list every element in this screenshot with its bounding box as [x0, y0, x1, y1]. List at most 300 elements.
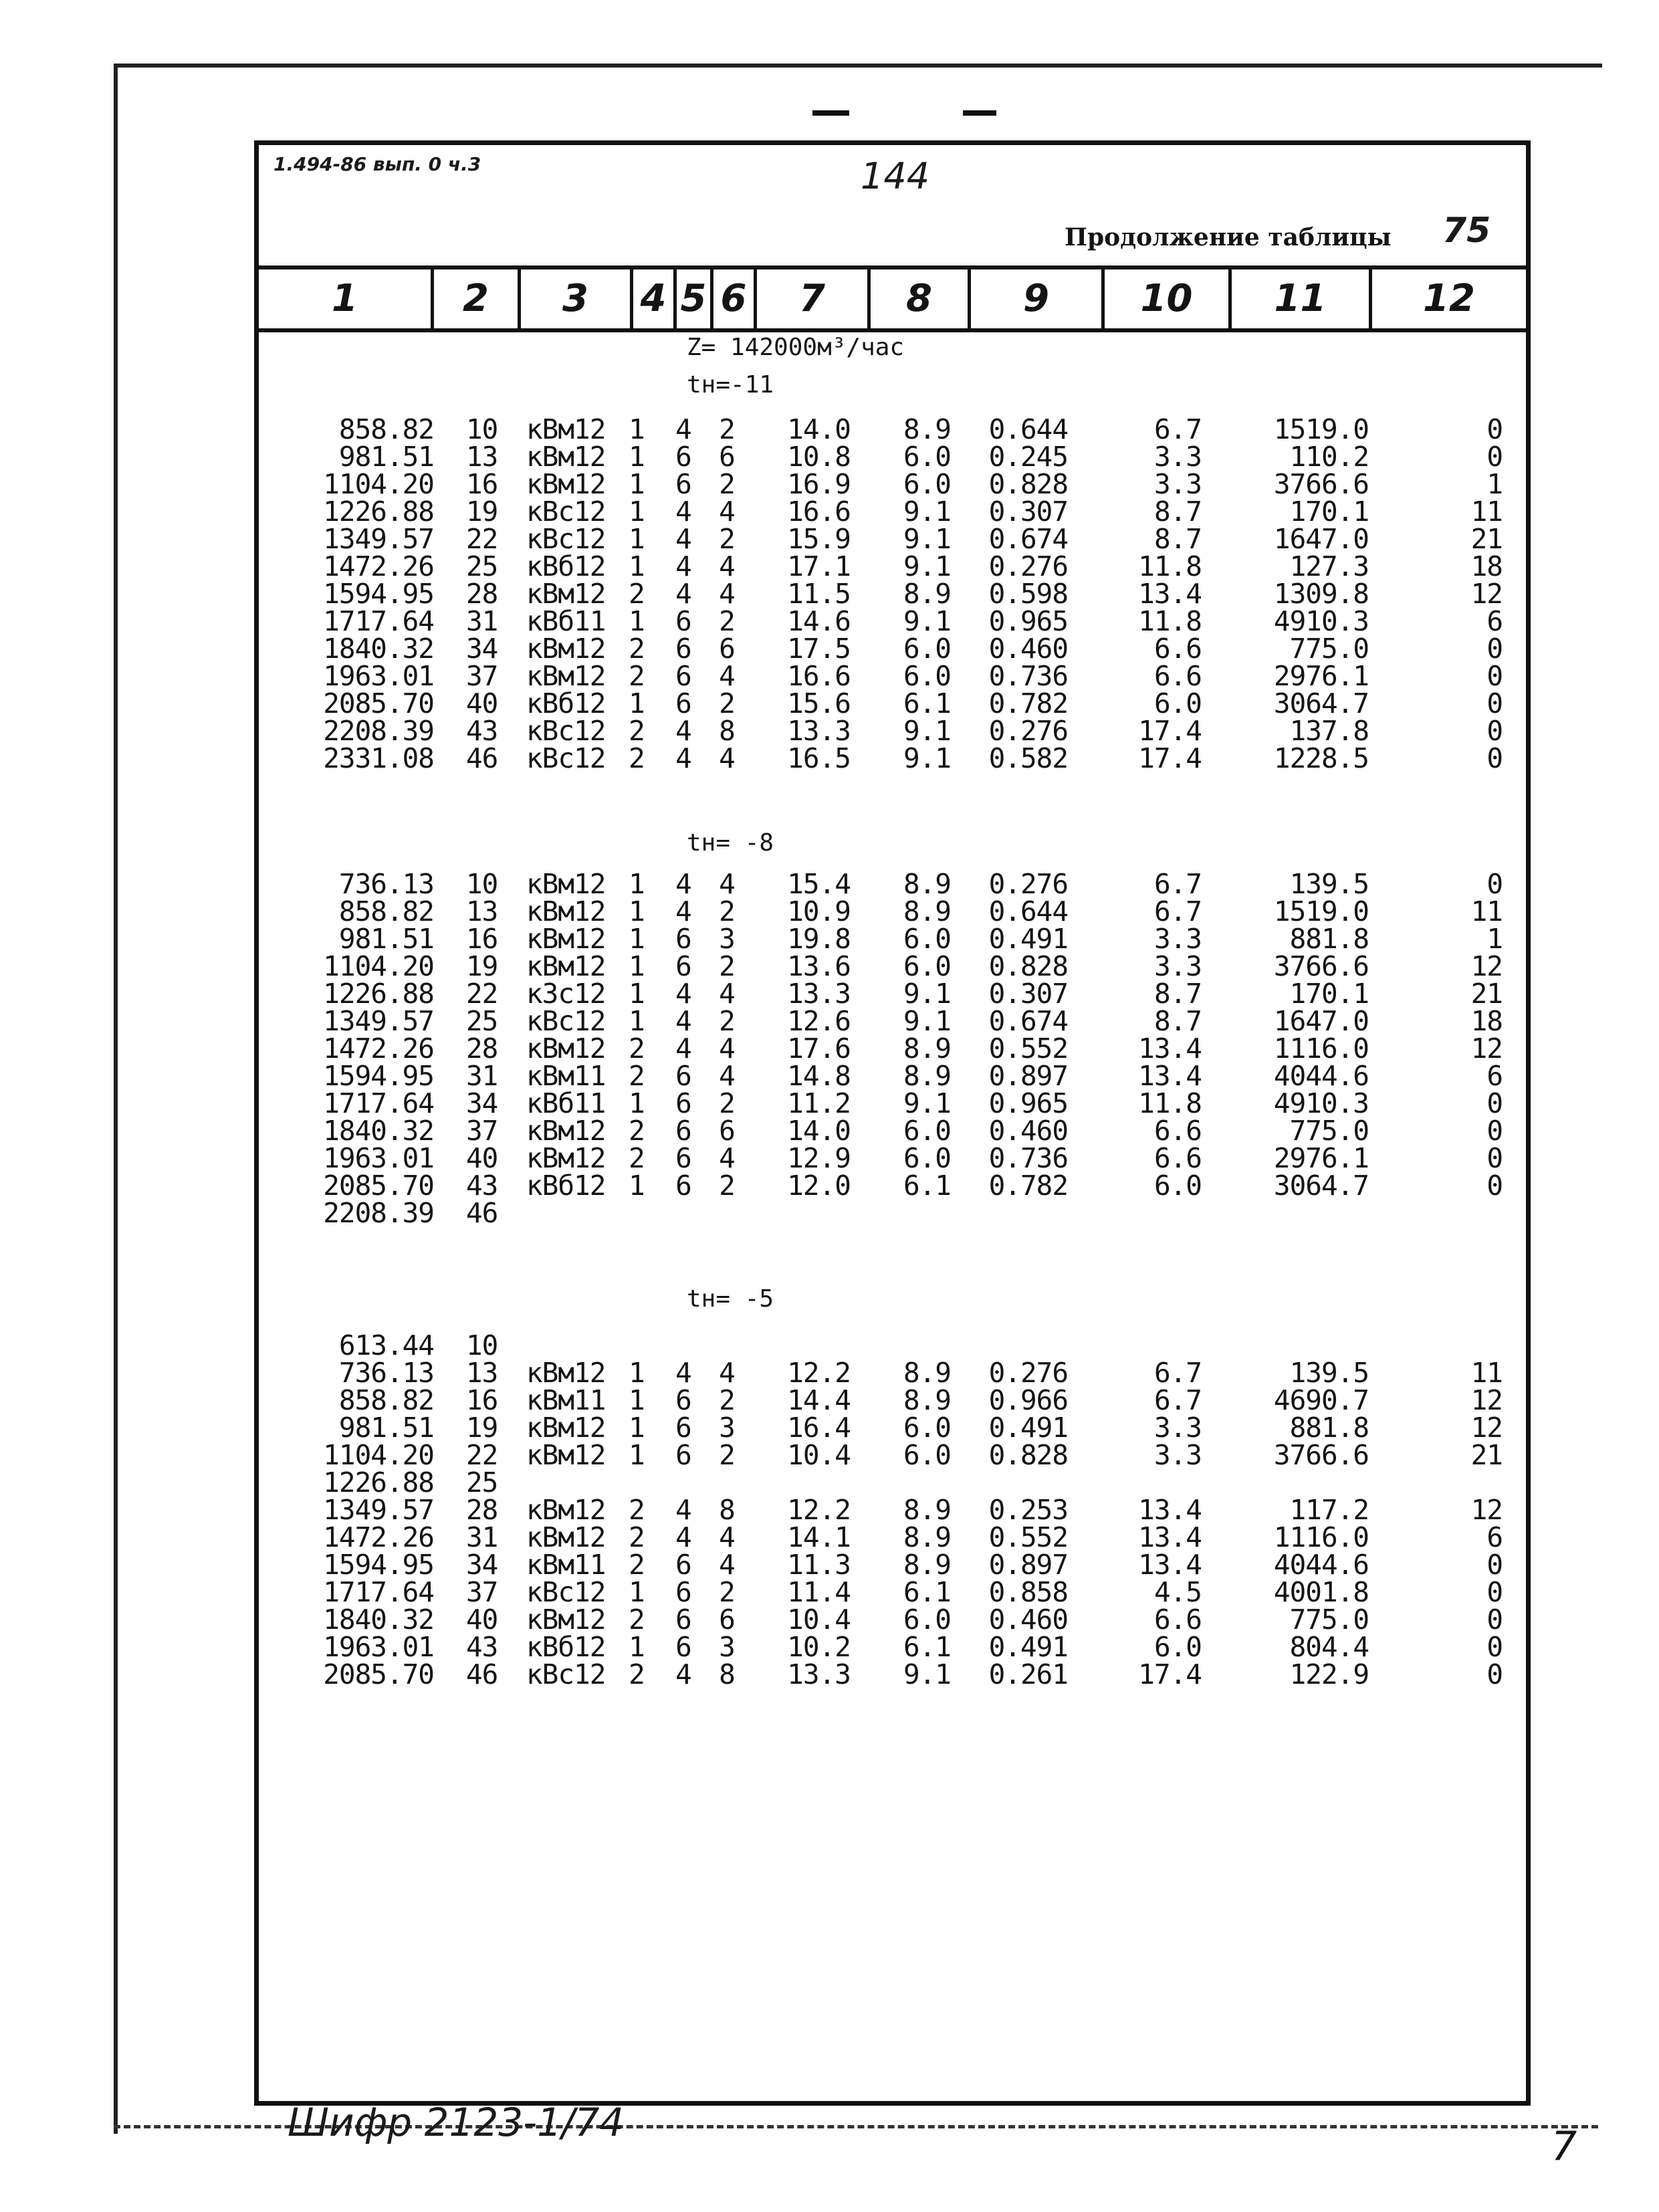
col-header-6: 6	[713, 269, 757, 328]
table-row	[259, 1197, 1526, 1229]
cell-value12: 21	[1470, 523, 1503, 555]
cell-n: 2	[629, 1603, 645, 1636]
cell-a: 4	[675, 495, 691, 528]
cell-distance: 2085.70	[323, 1658, 434, 1690]
cell-type: кВм12	[526, 413, 606, 445]
cell-value9: 0.674	[988, 1005, 1068, 1037]
cell-distance: 1104.20	[323, 468, 434, 500]
cell-coef: 9.1	[903, 605, 951, 637]
cell-value12: 1	[1486, 923, 1503, 955]
table-row	[259, 1329, 1526, 1361]
cell-value12: 6	[1486, 1521, 1503, 1553]
cell-distance: 1963.01	[323, 1142, 434, 1174]
cell-distance: 858.82	[338, 895, 434, 927]
cell-value11: 3064.7	[1273, 1170, 1369, 1202]
cell-value9: 0.674	[988, 523, 1068, 555]
cell-value11: 881.8	[1289, 923, 1369, 955]
col-header-9: 9	[971, 269, 1105, 328]
cell-distance: 1349.57	[323, 1494, 434, 1526]
cell-value11: 881.8	[1289, 1412, 1369, 1444]
cell-velocity: 11.3	[787, 1549, 851, 1581]
cell-value10: 8.7	[1153, 978, 1202, 1010]
cell-n: 1	[629, 1576, 645, 1608]
cell-value11: 4690.7	[1273, 1384, 1369, 1416]
cell-value10: 11.8	[1138, 1087, 1202, 1119]
cell-value11: 127.3	[1289, 550, 1369, 582]
cell-value9: 0.276	[988, 715, 1068, 747]
cell-distance: 858.82	[338, 1384, 434, 1416]
cell-value12: 0	[1486, 1087, 1503, 1119]
cell-coef: 6.0	[903, 633, 951, 665]
cell-b: 8	[719, 715, 735, 747]
cell-velocity: 10.2	[787, 1631, 851, 1663]
cell-a: 4	[675, 715, 691, 747]
cell-value9: 0.965	[988, 605, 1068, 637]
cell-n: 2	[629, 1115, 645, 1147]
cell-count: 31	[466, 1521, 498, 1553]
cell-n: 2	[629, 1142, 645, 1174]
table-row	[259, 742, 1526, 774]
cell-value12: 0	[1486, 1603, 1503, 1636]
cell-value12: 0	[1486, 1576, 1503, 1608]
cell-coef: 9.1	[903, 1087, 951, 1119]
cell-value10: 4.5	[1153, 1576, 1202, 1608]
cell-distance: 2085.70	[323, 1170, 434, 1202]
cell-count: 10	[466, 413, 498, 445]
cell-coef: 8.9	[903, 1032, 951, 1065]
cell-type: кВс12	[526, 1005, 606, 1037]
cell-value11: 170.1	[1289, 978, 1369, 1010]
cell-velocity: 14.1	[787, 1521, 851, 1553]
cell-n: 2	[629, 1060, 645, 1092]
table-row	[259, 1631, 1526, 1663]
cell-distance: 2208.39	[323, 1197, 434, 1229]
cell-value11: 1228.5	[1273, 742, 1369, 774]
cell-count: 34	[466, 1087, 498, 1119]
cell-value11: 137.8	[1289, 715, 1369, 747]
cell-value9: 0.491	[988, 1412, 1068, 1444]
cell-value12: 12	[1470, 578, 1503, 610]
cell-value10: 13.4	[1138, 1494, 1202, 1526]
table-row	[259, 868, 1526, 900]
cell-a: 6	[675, 1576, 691, 1608]
cell-distance: 736.13	[338, 1357, 434, 1389]
cell-n: 1	[629, 550, 645, 582]
cell-a: 4	[675, 550, 691, 582]
cell-b: 4	[719, 1060, 735, 1092]
cell-value11: 775.0	[1289, 633, 1369, 665]
cell-coef: 6.0	[903, 1412, 951, 1444]
cell-value12: 0	[1486, 1658, 1503, 1690]
cell-type: кВм12	[526, 441, 606, 473]
cell-value10: 6.7	[1153, 895, 1202, 927]
cell-value9: 0.460	[988, 1115, 1068, 1147]
cell-value10: 8.7	[1153, 495, 1202, 528]
cell-value11: 4910.3	[1273, 1087, 1369, 1119]
table-row	[259, 980, 1526, 1008]
cell-value12: 21	[1470, 1439, 1503, 1471]
cell-coef: 9.1	[903, 1658, 951, 1690]
cell-a: 6	[675, 1631, 691, 1663]
cell-value10: 6.7	[1153, 868, 1202, 900]
table-row	[259, 660, 1526, 692]
cell-n: 1	[629, 978, 645, 1010]
cell-type: кВм12	[526, 1032, 606, 1065]
cell-b: 4	[719, 578, 735, 610]
cell-value9: 0.582	[988, 742, 1068, 774]
cell-value10: 3.3	[1153, 1439, 1202, 1471]
cell-value9: 0.276	[988, 1357, 1068, 1389]
cell-type: кВб12	[526, 1631, 606, 1663]
col-header-10: 10	[1105, 269, 1232, 328]
cell-count: 37	[466, 1115, 498, 1147]
cell-distance: 1963.01	[323, 660, 434, 692]
cell-count: 43	[466, 1631, 498, 1663]
cell-a: 6	[675, 1439, 691, 1471]
cell-type: кВм12	[526, 1115, 606, 1147]
cell-type: кВс12	[526, 1658, 606, 1690]
cell-a: 4	[675, 978, 691, 1010]
cell-count: 46	[466, 1197, 498, 1229]
cell-coef: 9.1	[903, 495, 951, 528]
cell-value9: 0.491	[988, 1631, 1068, 1663]
table-row	[259, 1005, 1526, 1037]
cell-value12: 1	[1486, 468, 1503, 500]
cell-n: 1	[629, 1384, 645, 1416]
table-row	[259, 1521, 1526, 1553]
cell-b: 6	[719, 1115, 735, 1147]
cell-type: кВс12	[526, 715, 606, 747]
cell-value12: 11	[1470, 495, 1503, 528]
cell-value10: 6.6	[1153, 1115, 1202, 1147]
cell-n: 1	[629, 1357, 645, 1389]
cell-velocity: 15.6	[787, 687, 851, 720]
cell-b: 4	[719, 1032, 735, 1065]
cell-value10: 13.4	[1138, 1060, 1202, 1092]
cell-b: 3	[719, 923, 735, 955]
cell-coef: 6.0	[903, 468, 951, 500]
cell-b: 2	[719, 1087, 735, 1119]
cell-a: 6	[675, 1170, 691, 1202]
table-row	[259, 1359, 1526, 1387]
table-frame	[254, 140, 1531, 2106]
cell-count: 37	[466, 660, 498, 692]
cell-a: 4	[675, 1357, 691, 1389]
cell-b: 2	[719, 687, 735, 720]
cell-count: 22	[466, 523, 498, 555]
cell-a: 4	[675, 1032, 691, 1065]
cell-value12: 11	[1470, 1357, 1503, 1389]
cell-value9: 0.965	[988, 1087, 1068, 1119]
cell-b: 6	[719, 1603, 735, 1636]
cell-distance: 1840.32	[323, 633, 434, 665]
cell-velocity: 14.4	[787, 1384, 851, 1416]
cell-value10: 3.3	[1153, 923, 1202, 955]
cell-a: 6	[675, 468, 691, 500]
table-row	[259, 495, 1526, 528]
cell-value9: 0.966	[988, 1384, 1068, 1416]
cell-value10: 6.6	[1153, 660, 1202, 692]
cell-count: 46	[466, 1658, 498, 1690]
cell-a: 6	[675, 1142, 691, 1174]
cell-n: 1	[629, 1631, 645, 1663]
cell-value10: 8.7	[1153, 1005, 1202, 1037]
table-row	[259, 1658, 1526, 1690]
cell-velocity: 12.0	[787, 1170, 851, 1202]
cell-count: 46	[466, 742, 498, 774]
cell-count: 19	[466, 950, 498, 982]
cell-distance: 1226.88	[323, 495, 434, 528]
cell-velocity: 16.6	[787, 495, 851, 528]
cell-a: 4	[675, 523, 691, 555]
cell-value10: 6.6	[1153, 633, 1202, 665]
cell-value9: 0.253	[988, 1494, 1068, 1526]
cell-b: 4	[719, 1357, 735, 1389]
cell-velocity: 15.4	[787, 868, 851, 900]
cell-n: 1	[629, 1412, 645, 1444]
cell-distance: 1349.57	[323, 523, 434, 555]
cell-value9: 0.858	[988, 1576, 1068, 1608]
cell-b: 3	[719, 1631, 735, 1663]
cell-value9: 0.782	[988, 687, 1068, 720]
cell-velocity: 10.4	[787, 1603, 851, 1636]
cell-b: 2	[719, 605, 735, 637]
cell-velocity: 10.4	[787, 1439, 851, 1471]
cipher-footer: Шифр 2123-1/74	[288, 2100, 625, 2145]
cell-b: 4	[719, 1549, 735, 1581]
cell-type: кВб12	[526, 1170, 606, 1202]
cell-value12: 6	[1486, 605, 1503, 637]
cell-n: 1	[629, 895, 645, 927]
cell-b: 2	[719, 895, 735, 927]
cell-coef: 8.9	[903, 413, 951, 445]
cell-coef: 6.1	[903, 687, 951, 720]
cell-value11: 1116.0	[1273, 1521, 1369, 1553]
cell-value10: 13.4	[1138, 1032, 1202, 1065]
cell-distance: 1594.95	[323, 1060, 434, 1092]
cell-count: 34	[466, 633, 498, 665]
cell-type: кВм12	[526, 1357, 606, 1389]
cell-value11: 4910.3	[1273, 605, 1369, 637]
cell-value11: 1309.8	[1273, 578, 1369, 610]
cell-velocity: 13.3	[787, 1658, 851, 1690]
cell-count: 16	[466, 923, 498, 955]
cell-n: 2	[629, 578, 645, 610]
cell-value9: 0.261	[988, 1658, 1068, 1690]
cell-a: 6	[675, 605, 691, 637]
cell-n: 1	[629, 413, 645, 445]
cell-b: 2	[719, 468, 735, 500]
cell-value10: 8.7	[1153, 523, 1202, 555]
cell-value11: 139.5	[1289, 868, 1369, 900]
cell-coef: 8.9	[903, 1357, 951, 1389]
cell-value11: 3766.6	[1273, 950, 1369, 982]
cell-coef: 6.0	[903, 1603, 951, 1636]
cell-b: 2	[719, 1005, 735, 1037]
cell-velocity: 11.2	[787, 1087, 851, 1119]
cell-value12: 18	[1470, 550, 1503, 582]
table-row	[259, 1032, 1526, 1065]
cell-b: 8	[719, 1494, 735, 1526]
cell-type: кВб12	[526, 550, 606, 582]
cell-a: 6	[675, 687, 691, 720]
cell-coef: 6.0	[903, 1115, 951, 1147]
cell-a: 4	[675, 895, 691, 927]
cell-value12: 0	[1486, 441, 1503, 473]
cell-count: 37	[466, 1576, 498, 1608]
cell-value11: 4044.6	[1273, 1060, 1369, 1092]
table-row	[259, 413, 1526, 445]
table-row	[259, 1414, 1526, 1442]
top-dash-left	[812, 110, 849, 116]
cell-value10: 6.7	[1153, 1357, 1202, 1389]
cell-value11: 804.4	[1289, 1631, 1369, 1663]
cell-velocity: 12.2	[787, 1494, 851, 1526]
cell-type: кВс12	[526, 523, 606, 555]
cell-b: 2	[719, 413, 735, 445]
cell-a: 6	[675, 1549, 691, 1581]
col-header-2: 2	[434, 269, 521, 328]
cell-value11: 1519.0	[1273, 413, 1369, 445]
cell-count: 31	[466, 605, 498, 637]
cell-value12: 0	[1486, 715, 1503, 747]
cell-count: 40	[466, 1142, 498, 1174]
cell-value11: 1116.0	[1273, 1032, 1369, 1065]
cell-b: 4	[719, 868, 735, 900]
cell-value11: 775.0	[1289, 1115, 1369, 1147]
cell-value9: 0.828	[988, 950, 1068, 982]
cell-distance: 2208.39	[323, 715, 434, 747]
cell-value12: 12	[1470, 1032, 1503, 1065]
cell-velocity: 17.5	[787, 633, 851, 665]
cell-type: кВм12	[526, 468, 606, 500]
cell-value9: 0.460	[988, 1603, 1068, 1636]
cell-value11: 3766.6	[1273, 468, 1369, 500]
cell-value11: 775.0	[1289, 1603, 1369, 1636]
cell-value10: 6.7	[1153, 1384, 1202, 1416]
table-row	[259, 1603, 1526, 1636]
cell-value10: 3.3	[1153, 441, 1202, 473]
cell-n: 2	[629, 633, 645, 665]
cell-distance: 1226.88	[323, 978, 434, 1010]
cell-b: 2	[719, 523, 735, 555]
cell-n: 2	[629, 1658, 645, 1690]
cell-distance: 1472.26	[323, 1032, 434, 1065]
cell-value12: 0	[1486, 868, 1503, 900]
cell-a: 6	[675, 1087, 691, 1119]
cell-value9: 0.598	[988, 578, 1068, 610]
cell-a: 4	[675, 413, 691, 445]
cell-count: 13	[466, 1357, 498, 1389]
table-row	[259, 635, 1526, 663]
cell-b: 2	[719, 1439, 735, 1471]
cell-value12: 0	[1486, 413, 1503, 445]
cell-n: 1	[629, 950, 645, 982]
cell-velocity: 14.6	[787, 605, 851, 637]
cell-n: 2	[629, 742, 645, 774]
cell-value12: 0	[1486, 1115, 1503, 1147]
cell-velocity: 12.6	[787, 1005, 851, 1037]
cell-value11: 139.5	[1289, 1357, 1369, 1389]
cell-distance: 1717.64	[323, 1087, 434, 1119]
cell-distance: 1226.88	[323, 1466, 434, 1499]
cell-value11: 3766.6	[1273, 1439, 1369, 1471]
cell-type: кВм12	[526, 1412, 606, 1444]
table-row	[259, 1576, 1526, 1608]
cell-n: 2	[629, 1494, 645, 1526]
cell-a: 4	[675, 1658, 691, 1690]
cell-a: 4	[675, 1005, 691, 1037]
cell-coef: 9.1	[903, 523, 951, 555]
cell-coef: 9.1	[903, 715, 951, 747]
cell-value9: 0.245	[988, 441, 1068, 473]
cell-value11: 1647.0	[1273, 1005, 1369, 1037]
section-title: tн= -8	[687, 829, 774, 857]
table-number: 75	[1442, 211, 1491, 251]
cell-b: 3	[719, 1412, 735, 1444]
cell-count: 28	[466, 1032, 498, 1065]
cell-coef: 8.9	[903, 1521, 951, 1553]
cell-n: 2	[629, 1032, 645, 1065]
column-number-row	[259, 265, 1526, 332]
col-header-4: 4	[633, 269, 677, 328]
cell-distance: 981.51	[338, 441, 434, 473]
cell-b: 4	[719, 978, 735, 1010]
cell-value11: 3064.7	[1273, 687, 1369, 720]
cell-coef: 8.9	[903, 1549, 951, 1581]
cell-count: 25	[466, 1466, 498, 1499]
cell-a: 6	[675, 950, 691, 982]
cell-value12: 12	[1470, 1384, 1503, 1416]
cell-distance: 1104.20	[323, 950, 434, 982]
cell-value9: 0.307	[988, 978, 1068, 1010]
col-header-3: 3	[521, 269, 633, 328]
cell-type: кВм12	[526, 868, 606, 900]
cell-value10: 17.4	[1138, 1658, 1202, 1690]
cell-b: 4	[719, 1521, 735, 1553]
cell-type: кВм12	[526, 923, 606, 955]
cell-coef: 6.1	[903, 1170, 951, 1202]
cell-type: кВс12	[526, 742, 606, 774]
cell-count: 40	[466, 1603, 498, 1636]
cell-type: кЗс12	[526, 978, 606, 1010]
cell-velocity: 15.9	[787, 523, 851, 555]
cell-count: 22	[466, 1439, 498, 1471]
cell-coef: 9.1	[903, 742, 951, 774]
cell-value10: 17.4	[1138, 742, 1202, 774]
cell-value11: 2976.1	[1273, 1142, 1369, 1174]
table-row	[259, 1142, 1526, 1174]
cell-value9: 0.828	[988, 468, 1068, 500]
cell-coef: 6.0	[903, 1439, 951, 1471]
cell-value12: 0	[1486, 633, 1503, 665]
cell-value9: 0.736	[988, 660, 1068, 692]
cell-count: 43	[466, 1170, 498, 1202]
cell-coef: 9.1	[903, 550, 951, 582]
cell-distance: 1840.32	[323, 1115, 434, 1147]
cell-value11: 4001.8	[1273, 1576, 1369, 1608]
cell-velocity: 12.9	[787, 1142, 851, 1174]
col-header-1: 1	[259, 269, 434, 328]
cell-coef: 6.0	[903, 1142, 951, 1174]
cell-coef: 8.9	[903, 895, 951, 927]
cell-value9: 0.736	[988, 1142, 1068, 1174]
table-row	[259, 950, 1526, 982]
cell-coef: 6.0	[903, 923, 951, 955]
cell-count: 31	[466, 1060, 498, 1092]
cell-coef: 6.0	[903, 660, 951, 692]
cell-coef: 8.9	[903, 1060, 951, 1092]
